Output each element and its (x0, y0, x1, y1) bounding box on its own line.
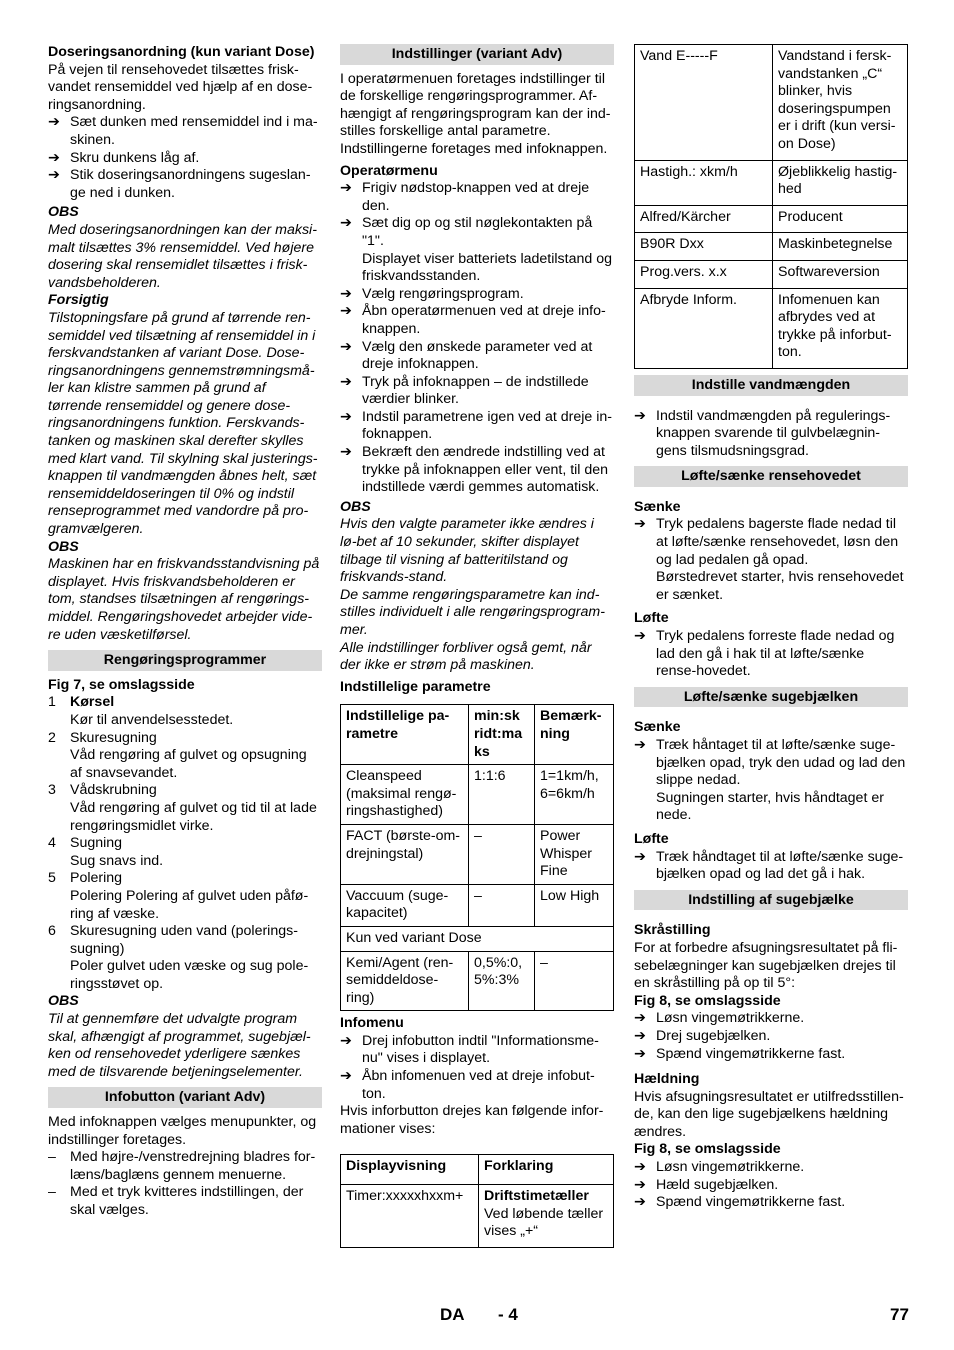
program-item: 2 Skuresugning Våd rengøring af gulvet og opsugning af snavsevandet. (48, 729, 307, 781)
table-row: B90R Dxx Maskinbetegnelse (635, 233, 908, 261)
step-item: ➔ Løsn vingemøtrikkerne. (634, 1159, 805, 1176)
arrow-right-icon: ➔ (340, 373, 352, 390)
step-item: ➔ Drej sugebjælken. (634, 1027, 771, 1044)
step-item: ➔ Hæld sugebjælken. (634, 1176, 779, 1193)
section-heading-squeegee: Løfte/sænke sugebjælken (634, 687, 908, 708)
step-item: ➔ Vælg rengøringsprogram. (340, 285, 524, 302)
tilt-label: Hældning (634, 1071, 700, 1088)
dose-heading: Doseringsanordning (kun variant Dose) (48, 44, 315, 60)
section-heading-water: Indstille vandmængden (634, 375, 908, 396)
settings-intro: I operatørmenuen foretages indstillinger til de forskellige rengøringsprogrammer. Af-hængigt af rengøringsprogram kan der ind-stilles forskellige antal parametre. Indstillingerne foretages med infoknappen. (340, 70, 611, 157)
arrow-right-icon: ➔ (340, 303, 352, 320)
step-continuation: Sugningen starter, hvis håndtaget er nede. (656, 789, 884, 824)
table-row: Alfred/Kärcher Producent (635, 205, 908, 233)
step-item: ➔ Frigiv nødstop-knappen ved at dreje den. (340, 180, 590, 214)
section-heading-infobutton: Infobutton (variant Adv) (48, 1087, 322, 1108)
lower-label: Sænke (634, 498, 681, 515)
params-table (340, 704, 614, 1011)
arrow-right-icon: ➔ (340, 1032, 352, 1049)
footer-local-page: - 4 (498, 1305, 518, 1324)
table-row: Kemi/Agent (ren-semiddeldose-ring) 0,5%:0, 5%:3% – (341, 951, 614, 1011)
arrow-right-icon: ➔ (634, 628, 646, 645)
program-list (48, 694, 322, 993)
params-label: Indstillelige parametre (340, 678, 491, 695)
tilt-text: Hvis afsugningsresultatet er utilfredsstillen-de, kan den lige sugebjælkens hældning ændres. (634, 1088, 904, 1140)
arrow-right-icon: ➔ (634, 1159, 646, 1176)
lift-label: Løfte (634, 610, 669, 627)
program-item: 3 Vådskrubning Våd rengøring af gulvet og tid til at lade rengøringsmidlet virke. (48, 782, 317, 834)
step-item: ➔ Tryk pedalens forreste flade nedad og lad den gå i hak til at løfte/sænke rense-hovedet. (634, 628, 895, 680)
program-item: 1 Kørsel Kør til anvendelsesstedet. (48, 694, 234, 728)
arrow-right-icon: ➔ (340, 408, 352, 425)
arrow-right-icon: ➔ (634, 1194, 646, 1211)
step-item: ➔ Stik doseringsanordningens sugeslan-ge ned i dunken. (48, 167, 311, 201)
figure-reference: Fig 8, se omslagsside (634, 1141, 781, 1158)
caution-label: Forsigtig (48, 292, 109, 309)
obs-text: De samme rengøringsparametre kan ind-stilles individuelt i alle rengøringsprogram-mer. (340, 586, 605, 638)
table-row: Timer:xxxxxhxxm+ Driftstimetæller Ved løbende tæller vises „+“ (341, 1185, 614, 1248)
section-heading-head: Løfte/sænke rensehovedet (634, 466, 908, 487)
table-header-row: Displayvisning Forklaring (341, 1155, 614, 1185)
arrow-right-icon: ➔ (340, 444, 352, 461)
step-item: ➔ Tryk på infoknappen – de indstillede værdier blinker. (340, 373, 589, 408)
infomenu-label: Infomenu (340, 1015, 404, 1032)
arrow-right-icon: ➔ (634, 516, 646, 533)
step-item: ➔ Sæt dunken med rensemiddel ind i ma-skinen. (48, 114, 318, 148)
step-item: ➔ Træk håndtaget til at løfte/sænke suge-bjælken opad og lad det gå i hak. (634, 848, 904, 883)
table-row: Vaccuum (suge-kapacitet) – Low High (341, 884, 614, 926)
obs-text: Alle indstillinger forbliver også gemt, når der ikke er strøm på maskinen. (340, 639, 592, 674)
column-2 (340, 44, 614, 1248)
display-table (340, 1154, 614, 1247)
step-item: ➔ Vælg den ønskede parameter ved at dreje infoknappen. (340, 338, 593, 373)
table-row: Kun ved variant Dose (341, 926, 614, 951)
table-row: Vand E-----F Vandstand i fersk-vandstanken „C“ blinker, hvis doseringspumpen er i drift (kun versi-on Dose) (635, 45, 908, 161)
arrow-right-icon: ➔ (48, 114, 60, 131)
arrow-right-icon: ➔ (340, 215, 352, 232)
arrow-right-icon: ➔ (340, 338, 352, 355)
arrow-right-icon: ➔ (634, 1027, 646, 1044)
dash-item: – Med et tryk kvitteres indstillingen, der skal vælges. (48, 1184, 304, 1218)
arrow-right-icon: ➔ (634, 1045, 646, 1062)
obs-label: OBS (48, 993, 79, 1010)
step-item: ➔ Drej infobutton indtil "Informationsme-nu" vises i displayet. (340, 1032, 599, 1067)
step-item: ➔ Løsn vingemøtrikkerne. (634, 1010, 805, 1027)
infomenu-text: Hvis inforbutton drejes kan følgende infor-mationer vises: (340, 1103, 604, 1137)
step-item: ➔ Spænd vingemøtrikkerne fast. (634, 1194, 846, 1211)
arrow-right-icon: ➔ (634, 1010, 646, 1027)
obs-label: OBS (48, 204, 79, 221)
info-table (634, 44, 908, 369)
column-3 (634, 44, 908, 1212)
step-item: ➔ Indstil parametrene igen ved at dreje in-foknappen. (340, 408, 612, 443)
obs-label: OBS (48, 538, 79, 555)
arrow-right-icon: ➔ (340, 285, 352, 302)
operator-menu-label: Operatørmenu (340, 162, 438, 179)
arrow-right-icon: ➔ (634, 1176, 646, 1193)
skew-label: Skråstilling (634, 922, 711, 939)
arrow-right-icon: ➔ (48, 167, 60, 184)
table-row: Prog.vers. x.x Softwareversion (635, 260, 908, 288)
step-continuation: Displayet viser batteriets ladetilstand og friskvandsstanden. (362, 250, 612, 285)
skew-text: For at forbedre afsugningsresultatet på fli-sebelægninger kan sugebjælken drejes til en skråstilling på op til 5°: (634, 939, 898, 992)
program-item: 5 Polering Polering Polering af gulvet uden påfø-ring af væske. (48, 870, 309, 922)
section-heading-adjust: Indstilling af sugebjælke (634, 890, 908, 911)
table-row: FACT (børste-om-drejningstal) – Power Whisper Fine (341, 824, 614, 884)
program-item: 4 Sugning Sug snavs ind. (48, 835, 164, 869)
column-1 (48, 44, 322, 1220)
info-intro: Med infoknappen vælges menupunkter, og indstillinger foretages. (48, 1114, 317, 1148)
figure-reference: Fig 8, se omslagsside (634, 992, 781, 1009)
obs-label: OBS (340, 498, 371, 515)
program-item: 6 Skuresugning uden vand (polerings-sugning) Poler gulvet uden væske og sug pole-ringsstøvet op. (48, 923, 309, 992)
step-item: ➔ Sæt dig op og stil nøglekontakten på "1". (340, 215, 593, 249)
dash-item: – Med højre-/venstredrejning bladres for-læns/baglæns gennem menuerne. (48, 1149, 316, 1183)
step-item: ➔ Skru dunkens låg af. (48, 149, 200, 166)
step-item: ➔ Spænd vingemøtrikkerne fast. (634, 1045, 846, 1062)
step-continuation: Børstedrevet starter, hvis rensehovedet er sænket. (656, 569, 904, 603)
obs-text: Til at gennemføre det udvalgte program skal, afhængigt af programmet, sugebjæl-ken od rensehovedet yderligere sænkes med de tilsvarende betjeningselementer. (48, 1011, 311, 1080)
footer-page-number: 77 (890, 1305, 909, 1324)
section-heading-settings: Indstillinger (variant Adv) (340, 44, 614, 65)
arrow-right-icon: ➔ (48, 149, 60, 166)
step-item: ➔ Indstil vandmængden på regulerings-knappen svarende til gulvbelægnin-gens tilsmudsningsgrad. (634, 407, 891, 459)
step-item: ➔ Træk håntaget til at løfte/sænke suge-bjælken opad, tryk den udad og lad den slippe nedad. (634, 737, 906, 789)
arrow-right-icon: ➔ (634, 407, 646, 424)
table-row: Cleanspeed (maksimal rengø-ringshastighed) 1:1:6 1=1km/h, 6=6km/h (341, 765, 614, 825)
arrow-right-icon: ➔ (340, 180, 352, 197)
obs-text: Hvis den valgte parameter ikke ændres i lø-bet af 10 sekunder, skifter displayet tilbage til visning af batteritilstand og friskvands-stand. (340, 516, 594, 586)
step-item: ➔ Åbn infomenuen ved at dreje infobut-ton. (340, 1068, 595, 1102)
step-item: ➔ Tryk pedalens bagerste flade nedad til at løfte/sænke rensehovedet, løsn den og lad pedalen gå opad. (634, 516, 899, 568)
obs-text: Maskinen har en friskvandsstandvisning på displayet. Hvis friskvandsbeholderen er tom, standses tilsætningen af rengørings-middel. Rengøringshovedet arbejder vide-re uden væsketilførsel. (48, 556, 320, 643)
arrow-right-icon: ➔ (634, 848, 646, 865)
caution-text: Tilstopningsfare på grund af tørrende ren-semiddel ved tilsætning af rensemiddel in i ferskvandstanken af variant Dose. Dose-ringsanordningens gennemstrømningsmå-ler kan klistre sammen på grund af tørrende rensemiddel og genere dose-ringsanordningens funktion. Ferskvands-tanken og maskinen skal derefter skylles med klart vand. Til skylning skal justerings-knappen til vandmængden åbnes helt, sæt rensemiddeldoseringen til 0% og indstil renseprogrammet med vandordre på pro-gramvælgeren. (48, 309, 318, 538)
table-row: Hastigh.: xkm/h Øjeblikkelig hastig-hed (635, 160, 908, 205)
table-row: Afbryde Inform. Infomenuen kan afbrydes ved at trykke på inforbut-ton. (635, 288, 908, 368)
dose-intro: På vejen til rensehovedet tilsættes frisk-vandet rensemiddel ved hjælp af en dose-ringsanordning. (48, 61, 313, 113)
lift-label: Løfte (634, 830, 669, 847)
footer-language: DA (440, 1305, 465, 1324)
section-heading-programs: Rengøringsprogrammer (48, 650, 322, 671)
step-item: ➔ Bekræft den ændrede indstilling ved at trykke på infoknappen eller vent, til den indstillede værdi gemmes automatisk. (340, 444, 609, 496)
arrow-right-icon: ➔ (340, 1068, 352, 1085)
step-item: ➔ Åbn operatørmenuen ved at dreje info-knappen. (340, 303, 606, 337)
figure-reference: Fig 7, se omslagsside (48, 676, 195, 693)
table-header-row: Indstillelige pa-rametre min:sk ridt:ma ks Bemærk-ning (341, 705, 614, 765)
lower-label: Sænke (634, 719, 681, 736)
obs-text: Med doseringsanordningen kan der maksi-malt tilsættes 3% rensemiddel. Ved højere dosering skal rensemidlet tilsættes i frisk-vandsbeholderen. (48, 221, 317, 291)
arrow-right-icon: ➔ (634, 737, 646, 753)
